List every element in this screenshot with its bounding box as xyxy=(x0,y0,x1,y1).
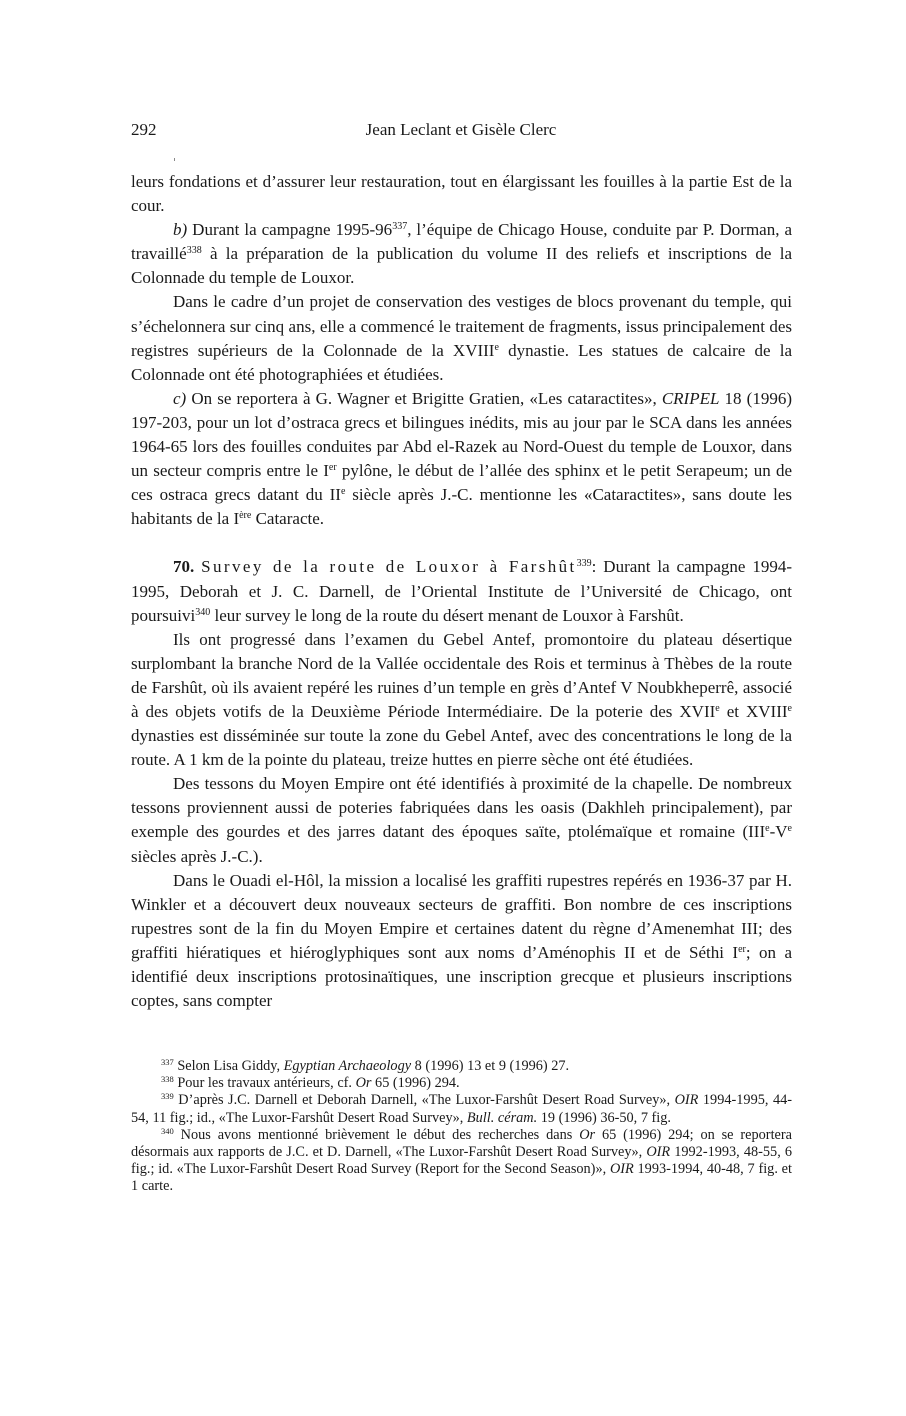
paragraph: Dans le Ouadi el-Hôl, la mission a localisé les graffiti rupestres repérés en 1936-37 par H. Winkler et a découvert deux nouveaux secteurs de graffiti. Bon nombre de ces inscriptions rupestres sont de la fin du Moyen Empire et certaines datent du règne d’Amenemhat III; des graffiti hiératiques et hiéroglyphiques sont aux noms d’Aménophis II et de Séthi Ier; on a identifié deux inscriptions protosinaïtiques, une inscription grecque et plusieurs inscriptions coptes, sans compter xyxy=(131,870,792,1011)
footnote-ref[interactable]: 340 xyxy=(195,606,211,618)
footnote: $^{338}$ Pour les travaux antérieurs, cf. Or 65 (1996) 294. xyxy=(161,1074,460,1092)
journal-title: CRIPEL xyxy=(661,388,720,408)
paragraph: Ils ont progressé dans l’examen du Gebel Antef, promontoire du plateau désertique surplombant la branche Nord de la Vallée occidentale des Rois et terminus à Thèbes de la route de Farshût, où ils avaient repéré les ruines d’un temple en grès d’Antef V Noubkheperrê, associé à des objets votifs de la Deuxième Période Intermédiaire. De la poterie des XVIIe et XVIIIe dynasties est disséminée sur toute la zone du Gebel Antef, avec des concentrations le long de la route. A 1 km de la pointe du plateau, treize huttes en pierre sèche ont été étudiées. xyxy=(131,629,792,770)
footnote-ref[interactable]: 339 xyxy=(576,558,592,570)
page-header xyxy=(131,120,791,146)
footnote-ref[interactable]: 337 xyxy=(392,221,408,233)
footnote-number: 338 xyxy=(161,1074,174,1085)
section-number: 70. xyxy=(173,557,195,577)
paragraph: leurs fondations et d’assurer leur restauration, tout en élargissant les fouilles à la partie Est de la cour. xyxy=(131,172,792,216)
page-number: 292 xyxy=(131,120,157,139)
footnote-ref[interactable]: 338 xyxy=(186,245,202,257)
paragraph: Des tessons du Moyen Empire ont été identifiés à proximité de la chapelle. De nombreux tessons proviennent aussi de poteries fabriquées dans les oasis (Dakhleh principalement), par exemple des gourdes et des jarres datant des époques saïte, ptolémaïque et romaine (IIIe-Ve siècles après J.-C.). xyxy=(131,774,792,866)
footnotes xyxy=(131,1058,792,1196)
scan-mark xyxy=(174,158,175,161)
section-title: Survey de la route de Louxor à Farshût xyxy=(201,557,577,577)
footnote-number: 340 xyxy=(161,1125,174,1136)
main-text xyxy=(131,170,792,1013)
footnote: $^{339}$ D’après J.C. Darnell et Deborah Darnell, «The Luxor-Farshût Desert Road Survey», OIR 1994-1995, 44-54, 11 fig.; id., «The Luxor-Farshût Desert Road Survey», Bull. céram. 19 (1996) 36-50, 7 fig. xyxy=(131,1091,792,1126)
footnote: $^{340}$ Nous avons mentionné brièvement le début des recherches dans Or 65 (1996) 294; on se reportera désormais aux rapports de J.C. et D. Darnell, «The Luxor-Farshût Desert Road Survey», OIR 1992-1993, 48-55, 6 fig.; id. «The Luxor-Farshût Desert Road Survey (Report for the Second Season)», OIR 1993-1994, 40-48, 7 fig. et 1 carte. xyxy=(131,1125,792,1195)
footnote-number: 337 xyxy=(161,1057,174,1067)
paragraph-c: c) On se reportera à G. Wagner et Brigitte Gratien, «Les cataractites», CRIPEL 18 (1996) 197-203, pour un lot d’ostraca grecs et bilingues inédits, mis au jour par le SCA dans les années 1964-65 lors des fouilles conduites par Abd el-Razek au Nord-Ouest du temple de Louxor, dans un secteur compris entre le Ier pylône, le début de l’allée des sphinx et le petit Serapeum; un de ces ostraca grecs datant du IIe siècle après J.-C. mentionne les «Cataractites», sans doute les habitants de la Ière Cataracte. xyxy=(131,388,793,529)
footnote-number: 339 xyxy=(161,1091,174,1102)
section-70: 70. Survey de la route de Louxor à Farshût$^{339}$: Durant la campagne 1994-1995, Deborah et J. C. Darnell, de l’Oriental Institute de l’Université de Chicago, ont poursuivi$^{340}$ leur survey le long de la route du désert menant de Louxor à Farshût. xyxy=(131,557,793,625)
paragraph-b: b) Durant la campagne $1995-96^{337}$, l’équipe de Chicago House, conduite par P. Dorman, a travaillé$^{338}$ à la préparation de la publication du volume II des reliefs et inscriptions de la Colonnade du temple de Louxor. xyxy=(131,220,793,288)
running-title: Jean Leclant et Gisèle Clerc xyxy=(365,120,557,139)
item-label: c) xyxy=(173,388,187,408)
item-label: b) xyxy=(173,220,188,240)
footnote: $^{337}$ Selon Lisa Giddy, Egyptian Archaeology 8 (1996) 13 et 9 (1996) 27. xyxy=(161,1057,570,1074)
paragraph: Dans le cadre d’un projet de conservation des vestiges de blocs provenant du temple, qui s’échelonnera sur cinq ans, elle a commencé le traitement de fragments, issus principalement des registres supérieurs de la Colonnade de la XVIIIe dynastie. Les statues de calcaire de la Colonnade ont été photographiées et étudiées. xyxy=(131,292,792,384)
